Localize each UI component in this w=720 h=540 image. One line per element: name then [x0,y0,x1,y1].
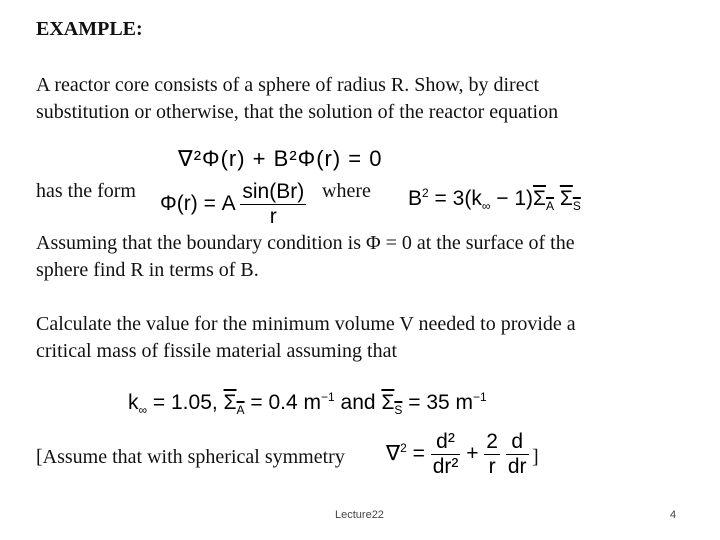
minus-one: − 1) [490,187,533,210]
plus-sign: + [460,442,485,466]
solution-lhs: Φ(r) = A [160,192,235,216]
b-symbol: B [408,187,423,210]
nabla-exponent: 2 [400,441,407,456]
laplacian-formula [386,430,529,479]
solution-formula [160,180,306,229]
lecture-footer: Lecture22 [335,509,384,521]
boundary-line-2: sphere find R in terms of B. [36,259,259,281]
sigma-s-exponent: −1 [473,390,487,404]
solution-fraction [240,180,306,229]
nabla-symbol: ∇ [386,442,401,466]
volume-line-1: Calculate the value for the minimum volume V needed to provide a [36,313,576,335]
given-values-formula [128,390,487,417]
equals-sign: = [406,442,431,466]
sigma-s-term: $\Sigma_S$ [559,187,581,214]
has-the-form-label: has the form [36,180,136,202]
k-infinity-subscript: ∞ [481,199,491,214]
given-sigma-a: $\Sigma_A$ [223,391,245,418]
volume-statement [36,311,576,365]
sigma-a-term: $\Sigma_A$ [533,187,554,214]
first-derivative-fraction: $\frac{d}{dr}$ [507,430,527,478]
given-sigma-s: $\Sigma_S$ [381,391,403,418]
sigma-s-value: = 35 m [402,391,474,414]
second-derivative-fraction: $\frac{\text{d²}}{\text{dr²}}$ [432,430,459,478]
boundary-line-1: Assuming that the boundary condition is Φ = 0 at the surface of the [36,232,575,254]
and-word: and [334,391,382,414]
problem-line-2: substitution or otherwise, that the solution of the reactor equation [36,101,559,123]
sigma-a-value: = 0.4 m [244,391,321,414]
example-heading: EXAMPLE: [36,18,143,40]
solution-denominator: r [269,205,277,228]
boundary-statement [36,230,575,284]
b-equals-3k: = 3(k [434,187,482,210]
two-over-r-fraction: $\frac{2}{r}$ [486,430,498,478]
k-symbol: k [128,391,139,414]
k-subscript: ∞ [138,403,148,418]
sigma-a-exponent: −1 [321,390,335,404]
b-squared-formula [408,186,581,213]
page-number: 4 [670,509,677,521]
volume-line-2: critical mass of fissile material assuming that [36,340,398,362]
problem-line-1: A reactor core consists of a sphere of radius R. Show, by direct [36,74,540,96]
b-exponent: 2 [422,186,429,200]
solution-numerator: sin(Br) [242,180,305,203]
closing-bracket: ] [532,446,539,468]
where-label: where [322,180,371,202]
reactor-equation: ∇²Φ(r) + B²Φ(r) = 0 [178,146,383,171]
k-value: = 1.05, [147,391,218,414]
problem-statement [36,72,558,126]
assume-label: [Assume that with spherical symmetry [36,446,345,468]
